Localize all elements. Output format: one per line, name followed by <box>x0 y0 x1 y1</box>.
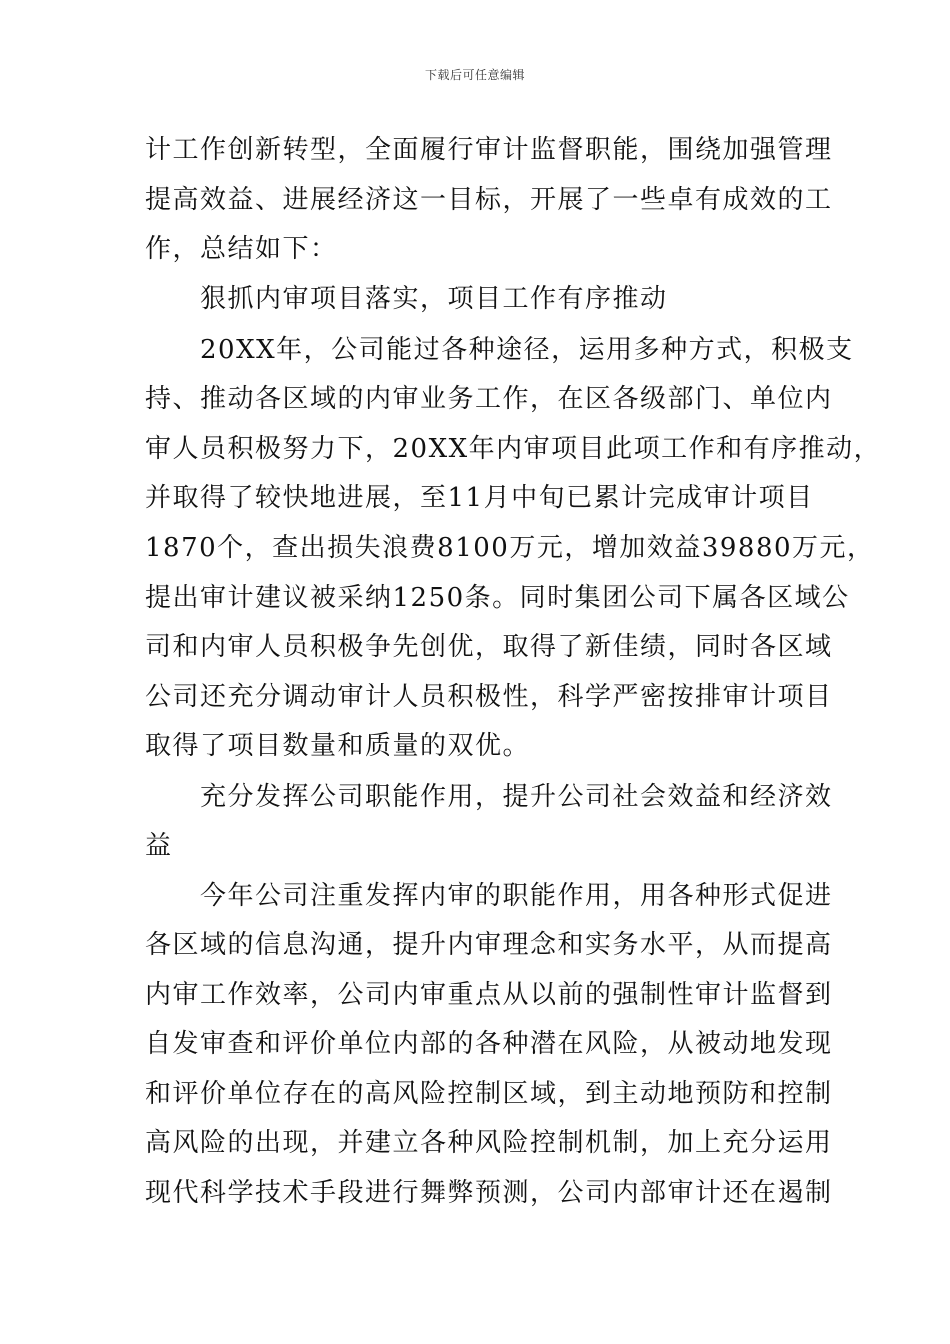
text-line: 和评价单位存在的高风险控制区域，到主动地预防和控制 <box>145 1079 833 1109</box>
text-line: 1870个，查出损失浪费8100万元，增加效益39880万元， <box>145 533 875 563</box>
text-line: 司和内审人员积极争先创优，取得了新佳绩，同时各区域 <box>145 632 833 662</box>
text-line: 作，总结如下： <box>145 234 338 264</box>
text-line: 高风险的出现，并建立各种风险控制机制，加上充分运用 <box>145 1128 833 1158</box>
text-line: 提高效益、进展经济这一目标，开展了一些卓有成效的工 <box>145 185 833 215</box>
text-line: 持、推动各区域的内审业务工作，在区各级部门、单位内 <box>145 384 833 414</box>
text-line: 各区域的信息沟通，提升内审理念和实务水平，从而提高 <box>145 930 833 960</box>
text-line: 内审工作效率，公司内审重点从以前的强制性审计监督到 <box>145 980 833 1010</box>
section-heading: 充分发挥公司职能作用，提升公司社会效益和经济效 <box>145 782 833 812</box>
text-line: 自发审查和评价单位内部的各种潜在风险，从被动地发现 <box>145 1029 833 1059</box>
text-line: 取得了项目数量和质量的双优。 <box>145 731 531 761</box>
page-header-note: 下载后可任意编辑 <box>424 68 525 82</box>
text-line: 提出审计建议被采纳1250条。同时集团公司下属各区域公 <box>145 583 850 613</box>
text-line: 现代科学技术手段进行舞弊预测，公司内部审计还在遏制 <box>145 1178 833 1208</box>
text-line: 审人员积极努力下，20XX年内审项目此项工作和有序推动， <box>145 434 882 464</box>
section-heading-continued: 益 <box>145 831 173 861</box>
text-line: 公司还充分调动审计人员积极性，科学严密按排审计项目 <box>145 682 833 712</box>
section-heading: 狠抓内审项目落实，项目工作有序推动 <box>145 284 668 314</box>
text-line: 计工作创新转型，全面履行审计监督职能，围绕加强管理 <box>145 135 833 165</box>
text-line: 今年公司注重发挥内审的职能作用，用各种形式促进 <box>145 881 833 911</box>
text-line: 20XX年，公司能过各种途径，运用多种方式，积极支 <box>145 335 854 365</box>
text-line: 并取得了较快地进展，至11月中旬已累计完成审计项目 <box>145 483 814 513</box>
